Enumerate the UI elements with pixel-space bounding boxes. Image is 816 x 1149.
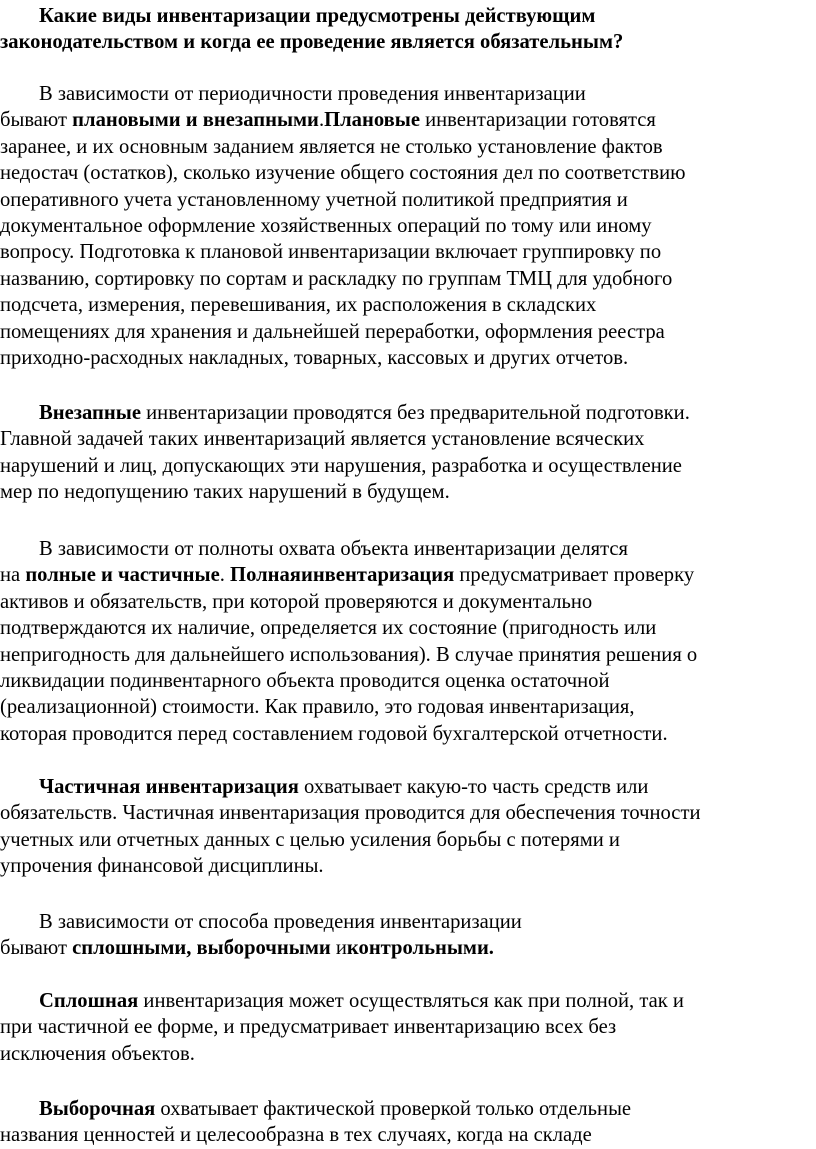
title-line-2: законодательством и когда ее проведение является обязательным? <box>0 31 624 54</box>
text-line: ликвидации подинвентарного объекта проводится оценка остаточной <box>0 669 610 692</box>
text-line: бывают плановыми и внезапными.Плановые инвентаризации готовятся <box>0 109 656 132</box>
text-line: на полные и частичные. Полнаяинвентаризация предусматривает проверку <box>0 564 695 587</box>
text-line: Внезапные инвентаризации проводятся без предварительной подготовки. <box>39 402 690 424</box>
text-line: приходно-расходных накладных, товарных, кассовых и других отчетов. <box>0 346 629 369</box>
emphasis-control: контрольными. <box>346 937 494 960</box>
paragraph-selective <box>0 1096 816 1149</box>
text-line: вопросу. Подготовка к плановой инвентаризации включает группировку по <box>0 241 662 264</box>
text-line: упрочения финансовой дисциплины. <box>0 855 324 878</box>
text-line: активов и обязательств, при которой проверяются и документально <box>0 590 593 613</box>
text-line: непригодность для дальнейшего использования). В случае принятия решения о <box>0 643 698 666</box>
text-line: мер по недопущению таких нарушений в будущем. <box>0 481 450 504</box>
text-line: В зависимости от способа проведения инвентаризации <box>39 911 522 933</box>
text-line: оперативного учета установленному учетной политикой предприятия и <box>0 188 628 211</box>
page-title <box>0 3 816 56</box>
text-line: названию, сортировку по сортам и раскладку по группам ТМЦ для удобного <box>0 267 673 290</box>
text-line: Сплошная инвентаризация может осуществляться как при полной, так и <box>39 990 684 1012</box>
text-line: подтверждаются их наличие, определяется их состояние (пригодность или <box>0 617 657 640</box>
text-line: названия ценностей и целесообразна в тех случаях, когда на складе <box>0 1124 592 1147</box>
emphasis-planned: Плановые <box>324 109 420 132</box>
text-line: заранее, и их основным заданием является не столько установление фактов <box>0 135 663 158</box>
emphasis-sudden: Внезапные <box>39 402 141 424</box>
emphasis-full-inventory: Полнаяинвентаризация <box>230 564 455 587</box>
text-line: Выборочная охватывает фактической проверкой только отдельные <box>39 1098 632 1120</box>
text-line: учетных или отчетных данных с целью усиления борьбы с потерями и <box>0 828 620 851</box>
text-line: (реализационной) стоимости. Как правило, это годовая инвентаризация, <box>0 696 635 719</box>
paragraph-partial <box>0 774 816 880</box>
text-line: документальное оформление хозяйственных операций по тому или иному <box>0 214 652 237</box>
emphasis-partial-inventory: Частичная инвентаризация <box>39 776 299 798</box>
text-line: недостач (остатков), сколько изучение общего состояния дел по соответствию <box>0 162 686 185</box>
text-line: Главной задачей таких инвентаризаций является установление всяческих <box>0 428 645 451</box>
emphasis-continuous: Сплошная <box>39 990 139 1012</box>
paragraph-periodicity <box>0 81 816 371</box>
text-line: нарушений и лиц, допускающих эти нарушения, разработка и осуществление <box>0 454 682 477</box>
emphasis-continuous-selective: сплошными, выборочными <box>72 937 331 960</box>
emphasis-full-partial: полные и частичные <box>25 564 220 587</box>
paragraph-continuous <box>0 988 816 1067</box>
emphasis-selective: Выборочная <box>39 1098 156 1120</box>
paragraph-completeness <box>0 536 816 747</box>
text-line: обязательств. Частичная инвентаризация проводится для обеспечения точности <box>0 802 701 825</box>
text-line: В зависимости от периодичности проведения инвентаризации <box>39 83 586 105</box>
text-line: при частичной ее форме, и предусматривает инвентаризацию всех без <box>0 1016 617 1039</box>
text-line: бывают сплошными, выборочными иконтрольными. <box>0 937 494 960</box>
text-line: Частичная инвентаризация охватывает какую-то часть средств или <box>39 776 649 798</box>
text-line: исключения объектов. <box>0 1042 195 1065</box>
text-line: подсчета, измерения, перевешивания, их расположения в складских <box>0 294 597 317</box>
text-line: помещениях для хранения и дальнейшей переработки, оформления реестра <box>0 320 665 343</box>
text-line: которая проводится перед составлением годовой бухгалтерской отчетности. <box>0 722 668 745</box>
paragraph-method <box>0 909 816 962</box>
emphasis-planned-sudden: плановыми и внезапными <box>72 109 319 132</box>
title-line-1: Какие виды инвентаризации предусмотрены действующим <box>39 5 596 27</box>
paragraph-sudden <box>0 400 816 506</box>
text-line: В зависимости от полноты охвата объекта инвентаризации делятся <box>39 538 628 560</box>
